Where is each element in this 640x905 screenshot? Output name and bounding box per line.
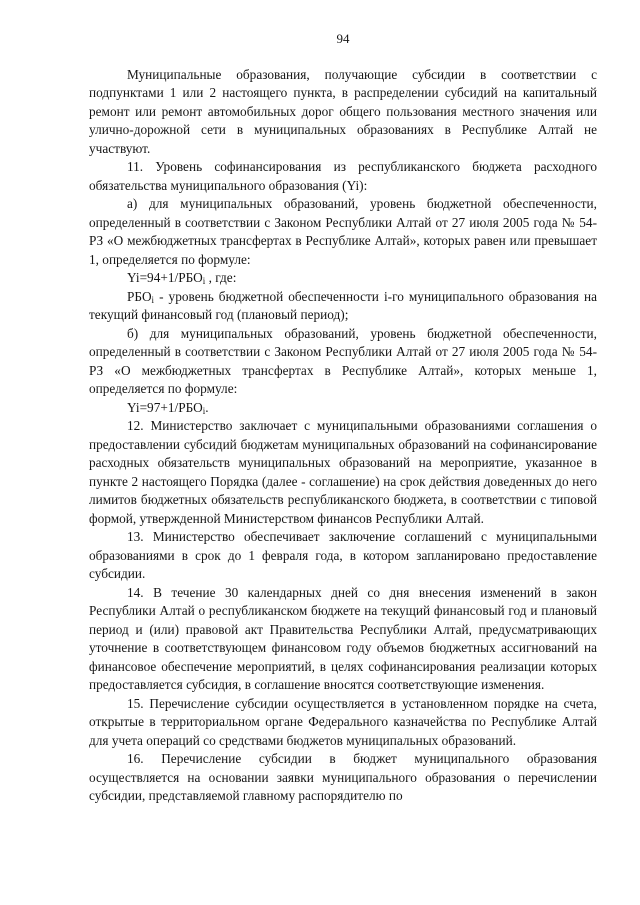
- formula-1-subscript: i: [202, 276, 206, 286]
- paragraph-intro: Муниципальные образования, получающие субсидии в соответствии с подпунктами 1 или 2 настоящего пункта, в распределении субсидий на капитальный ремонт или ремонт автомобильных дорог общего пользования местного значения или улично-дорожной сети в муниципальных образованиях в Республике Алтай не участвуют.: [89, 66, 597, 156]
- rbo-definition-subscript: i: [151, 294, 155, 305]
- formula-2: [89, 399, 597, 418]
- paragraph-13: 13. Министерство обеспечивает заключение соглашений с муниципальными образованиями в срок до 1 февраля года, в котором запланировано предоставление субсидии.: [89, 529, 597, 581]
- paragraph-12: 12. Министерство заключает с муниципальными образованиями соглашения о предоставлении субсидий бюджетам муниципальных образований на софинансирование расходных обязательств муниципальных образований на мероприятие, указанное в пункте 2 настоящего Порядка (далее - соглашение) на срок действия доведенных до него лимитов бюджетных обязательств республиканского бюджета, в соответствии с типовой формой, утвержденной Министерством финансов Республики Алтай.: [89, 418, 597, 526]
- paragraph-11: 11. Уровень софинансирования из республиканского бюджета расходного обязательства муниципального образования (Yi):: [89, 159, 597, 193]
- formula-2-main: Yi=97+1/РБО: [127, 399, 203, 415]
- document-page: [89, 30, 597, 806]
- paragraph-16: 16. Перечисление субсидии в бюджет муниципального образования осуществляется на основании заявки муниципального образования о перечислении субсидии, представляемой главному распорядителю по: [89, 751, 597, 803]
- formula-1: [89, 269, 597, 288]
- paragraph-15: 15. Перечисление субсидии осуществляется в установленном порядке на счета, открытые в территориальном органе Федерального казначейства по Республике Алтай для учета операций со средствами бюджетов муниципальных образований.: [89, 695, 597, 748]
- formula-1-main: Yi=94+1/РБО: [127, 270, 203, 285]
- rbo-definition: [89, 288, 597, 325]
- rbo-definition-term: РБО: [127, 288, 152, 304]
- page-number: 94: [336, 31, 350, 46]
- paragraph-11a: а) для муниципальных образований, уровень бюджетной обеспеченности, определенный в соответствии с Законом Республики Алтай от 27 июля 2005 года № 54-РЗ «О межбюджетных трансфертах в Республике Алтай», которых равен или превышает 1, определяется по формуле:: [89, 196, 597, 267]
- rbo-definition-text: - уровень бюджетной обеспеченности i-го муниципального образования на текущий финансовый год (плановый период);: [89, 288, 597, 322]
- paragraph-14: 14. В течение 30 календарных дней со дня внесения изменений в закон Республики Алтай о республиканском бюджете на текущий финансовый год и плановый период и (или) правовой акт Правительства Республики Алтай, предусматривающих уточнение в соответствующем финансовом году объемов бюджетных ассигнований на финансовое обеспечение мероприятий, в целях софинансирования реализации которых предоставляется субсидия, в соглашение вносятся соответствующие изменения.: [89, 584, 597, 692]
- formula-2-tail: .: [205, 399, 209, 415]
- formula-2-subscript: i: [202, 405, 206, 416]
- formula-1-tail: , где:: [205, 270, 237, 285]
- paragraph-11b: б) для муниципальных образований, уровень бюджетной обеспеченности, определенный в соответствии с Законом Республики Алтай от 27 июля 2005 года № 54-РЗ «О межбюджетных трансфертах в Республике Алтай», которых меньше 1, определяется по формуле:: [89, 325, 597, 396]
